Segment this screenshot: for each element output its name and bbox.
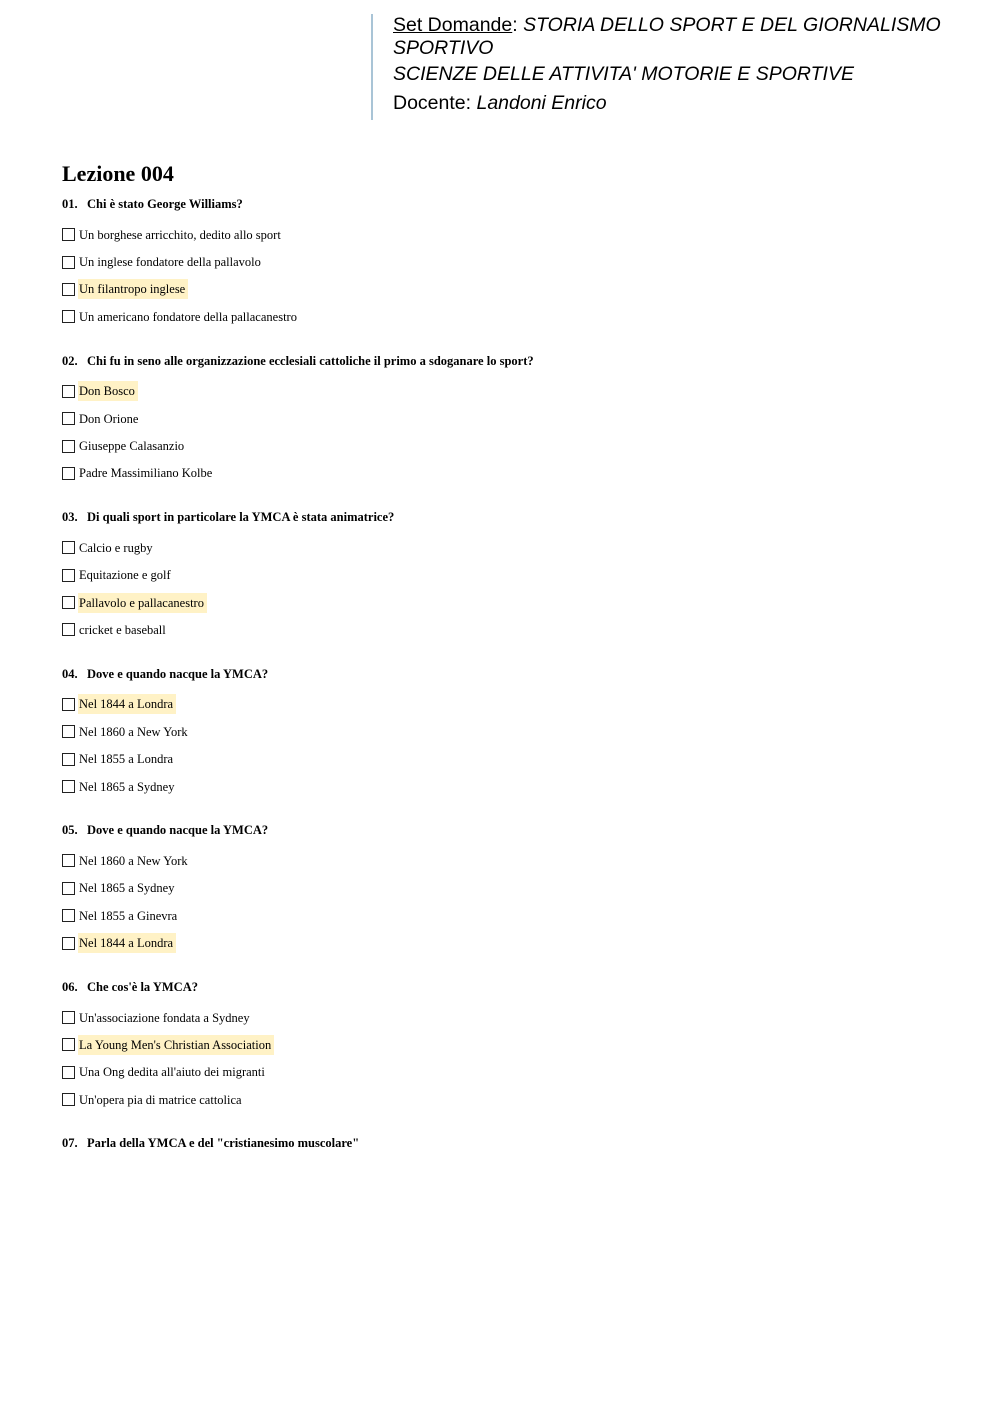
answer-checkbox[interactable] — [62, 412, 75, 425]
question-text — [62, 353, 962, 369]
question-number: 02. — [62, 353, 78, 368]
question-label: Parla della YMCA e del "cristianesimo muscolare" — [87, 1136, 360, 1151]
teacher-line — [393, 92, 971, 115]
answer-checkbox[interactable] — [62, 909, 75, 922]
answer-checkbox[interactable] — [62, 541, 75, 554]
answer-checkbox[interactable] — [62, 937, 75, 950]
answer-checkbox[interactable] — [62, 283, 75, 296]
answer-text: Equitazione e golf — [79, 568, 171, 583]
question-04 — [62, 666, 962, 801]
answer-option[interactable] — [62, 1031, 962, 1058]
answer-text: Nel 1855 a Londra — [79, 752, 174, 767]
question-number: 03. — [62, 510, 78, 525]
answer-option[interactable] — [62, 221, 962, 248]
answer-option[interactable] — [62, 432, 962, 459]
answer-checkbox[interactable] — [62, 256, 75, 269]
answer-option[interactable] — [62, 405, 962, 432]
answer-text: Una Ong dedita all'aiuto dei migranti — [79, 1065, 265, 1080]
course-title-line1: STORIA DELLO SPORT E DEL GIORNALISMO — [523, 14, 941, 36]
answer-text-highlighted: Nel 1844 a Londra — [78, 933, 176, 953]
answer-checkbox[interactable] — [62, 725, 75, 738]
question-02 — [62, 353, 962, 488]
answer-text-highlighted: Don Bosco — [78, 381, 138, 401]
answer-option[interactable] — [62, 875, 962, 902]
question-label: Dove e quando nacque la YMCA? — [87, 823, 269, 838]
course-title — [393, 14, 971, 60]
answer-text: Nel 1855 a Ginevra — [79, 908, 178, 923]
answer-text: Un americano fondatore della pallacanestro — [79, 309, 297, 324]
answer-text: Calcio e rugby — [79, 540, 153, 555]
set-label: Set Domande — [393, 14, 513, 36]
answer-option[interactable] — [62, 745, 962, 772]
question-label: Che cos'è la YMCA? — [87, 979, 198, 994]
question-label: Di quali sport in particolare la YMCA è stata animatrice? — [87, 510, 395, 525]
question-text — [62, 822, 962, 838]
answer-text: cricket e baseball — [79, 622, 166, 637]
question-07 — [62, 1135, 962, 1151]
degree-name: SCIENZE DELLE ATTIVITA' MOTORIE E SPORTIVE — [393, 63, 854, 85]
answer-option[interactable] — [62, 276, 962, 303]
answer-text: Nel 1860 a New York — [79, 724, 188, 739]
answer-option[interactable] — [62, 378, 962, 405]
course-title-line2: SPORTIVO — [393, 37, 494, 59]
question-01 — [62, 196, 962, 331]
answer-option[interactable] — [62, 1059, 962, 1086]
answer-option[interactable] — [62, 902, 962, 929]
question-06 — [62, 979, 962, 1114]
answer-checkbox[interactable] — [62, 596, 75, 609]
answer-option[interactable] — [62, 534, 962, 561]
answer-checkbox[interactable] — [62, 623, 75, 636]
answer-text: Nel 1865 a Sydney — [79, 779, 175, 794]
document-header — [371, 14, 971, 120]
answer-text: Nel 1865 a Sydney — [79, 881, 175, 896]
question-number: 04. — [62, 666, 78, 681]
question-text — [62, 1135, 962, 1151]
answer-checkbox[interactable] — [62, 467, 75, 480]
answer-checkbox[interactable] — [62, 440, 75, 453]
answer-checkbox[interactable] — [62, 854, 75, 867]
answer-text-highlighted: La Young Men's Christian Association — [78, 1035, 274, 1055]
answer-text: Un'opera pia di matrice cattolica — [79, 1092, 242, 1107]
answer-checkbox[interactable] — [62, 698, 75, 711]
answer-option[interactable] — [62, 929, 962, 956]
answer-option[interactable] — [62, 460, 962, 487]
answer-option[interactable] — [62, 562, 962, 589]
answer-option[interactable] — [62, 303, 962, 330]
question-text — [62, 196, 962, 212]
question-number: 05. — [62, 823, 78, 838]
answer-option[interactable] — [62, 718, 962, 745]
answer-checkbox[interactable] — [62, 569, 75, 582]
answer-text-highlighted: Pallavolo e pallacanestro — [78, 593, 207, 613]
answer-checkbox[interactable] — [62, 1011, 75, 1024]
answer-text: Un'associazione fondata a Sydney — [79, 1010, 250, 1025]
lesson-title: Lezione 004 — [62, 161, 174, 186]
question-text — [62, 979, 962, 995]
answer-text: Un borghese arricchito, dedito allo sport — [79, 227, 281, 242]
question-list — [62, 196, 962, 1173]
answer-option[interactable] — [62, 616, 962, 643]
answer-text-highlighted: Nel 1844 a Londra — [78, 694, 176, 714]
question-03 — [62, 509, 962, 644]
question-number: 06. — [62, 979, 78, 994]
answer-text: Un inglese fondatore della pallavolo — [79, 255, 261, 270]
question-05 — [62, 822, 962, 957]
answer-option[interactable] — [62, 248, 962, 275]
teacher-label: Docente: — [393, 92, 477, 114]
answer-option[interactable] — [62, 847, 962, 874]
answer-text: Giuseppe Calasanzio — [79, 439, 185, 454]
question-text — [62, 666, 962, 682]
answer-option[interactable] — [62, 773, 962, 800]
answer-checkbox[interactable] — [62, 1093, 75, 1106]
answer-checkbox[interactable] — [62, 780, 75, 793]
question-label: Chi fu in seno alle organizzazione ecclesiali cattoliche il primo a sdoganare lo sport? — [87, 353, 534, 368]
answer-checkbox[interactable] — [62, 385, 75, 398]
answer-option[interactable] — [62, 589, 962, 616]
answer-checkbox[interactable] — [62, 1038, 75, 1051]
answer-text-highlighted: Un filantropo inglese — [78, 279, 188, 299]
answer-text: Padre Massimiliano Kolbe — [79, 466, 213, 481]
question-number: 07. — [62, 1136, 78, 1151]
question-label: Chi è stato George Williams? — [87, 197, 243, 211]
answer-checkbox[interactable] — [62, 310, 75, 323]
answer-checkbox[interactable] — [62, 882, 75, 895]
answer-checkbox[interactable] — [62, 228, 75, 241]
question-text — [62, 509, 962, 525]
question-label: Dove e quando nacque la YMCA? — [87, 666, 269, 681]
answer-checkbox[interactable] — [62, 753, 75, 766]
answer-text: Nel 1860 a New York — [79, 853, 188, 868]
set-colon: : — [512, 14, 518, 36]
answer-checkbox[interactable] — [62, 1066, 75, 1079]
answer-text: Don Orione — [79, 411, 139, 426]
answer-option[interactable] — [62, 1086, 962, 1113]
answer-option[interactable] — [62, 1004, 962, 1031]
question-number: 01. — [62, 197, 78, 211]
teacher-name: Landoni Enrico — [476, 92, 607, 114]
answer-option[interactable] — [62, 691, 962, 718]
